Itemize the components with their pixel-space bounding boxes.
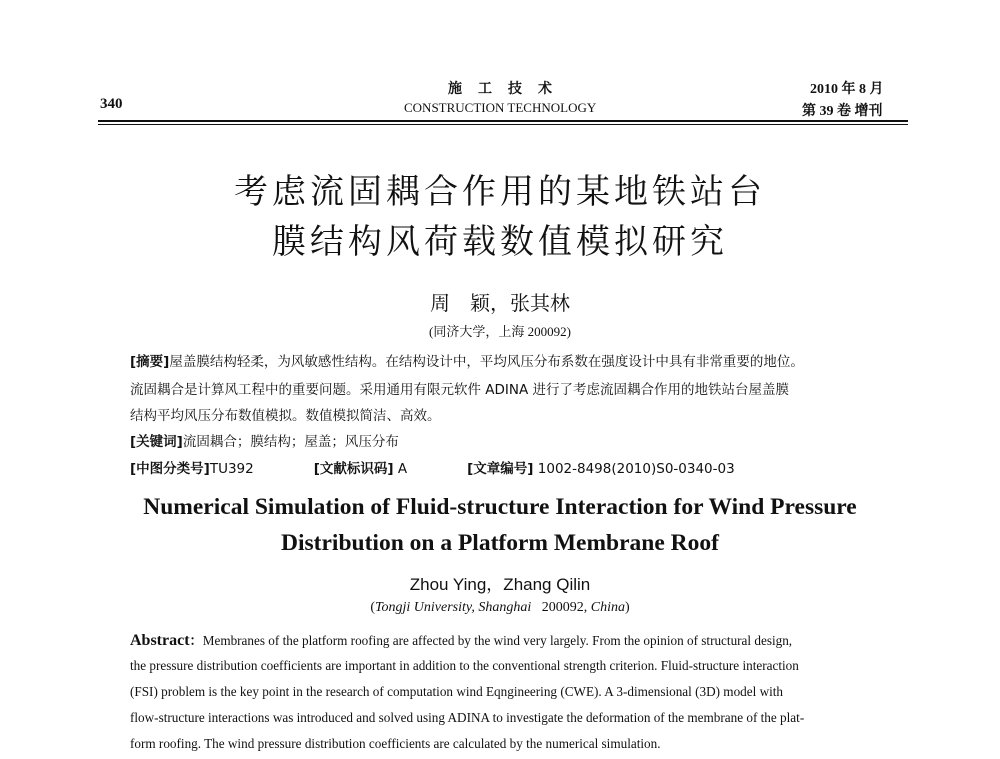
affiliation-en — [0, 600, 1000, 616]
affiliation-cn: (同济大学，上海 200092) — [429, 324, 571, 339]
title-cn-line-1: 考虑流固耦合作用的某地铁站台 — [234, 172, 766, 212]
abstract-cn-line-3: 结构平均风压分布数值模拟。数值模拟简洁、高效。 — [130, 408, 441, 424]
abstract-en-line-5: form roofing. The wind pressure distribution coefficients are calculated by the numerical simulation. — [130, 736, 661, 751]
affiliation-en-institution: Tongji University, Shanghai — [375, 600, 532, 615]
keywords-cn-text: 流固耦合；膜结构；屋盖；风压分布 — [182, 434, 399, 450]
authors-en: Zhou Ying，Zhang Qilin — [409, 575, 591, 594]
title-cn-line-2: 膜结构风荷载数值模拟研究 — [272, 222, 728, 262]
issue-date: 2010 年 8 月 — [810, 82, 884, 97]
abstract-en-colon: ： — [189, 633, 203, 648]
title-en-line-2: Distribution on a Platform Membrane Roof — [281, 530, 719, 556]
classification-line — [130, 457, 735, 477]
affiliation-en-close: ) — [624, 600, 630, 615]
doc-code-label: [文献标识码] — [313, 461, 394, 477]
abstract-cn-text-1: 屋盖膜结构轻柔，为风敏感性结构。在结构设计中，平均风压分布系数在强度设计中具有非常重要的地位。 — [169, 354, 804, 370]
header-rule-thick — [98, 120, 908, 122]
header-rule-thin — [98, 124, 908, 125]
authors-cn: 周 颖，张其林 — [430, 291, 570, 315]
abstract-en-text-1: Membranes of the platform roofing are affected by the wind very largely. From the opinion of structural design, — [202, 633, 793, 648]
abstract-en-label: Abstract — [130, 632, 190, 649]
page-number: 340 — [100, 96, 123, 112]
doc-code-value: A — [397, 461, 408, 477]
abstract-en-line-4: flow-structure interactions was introduced and solved using ADINA to investigate the deformation of the membrane of the plat- — [130, 710, 805, 725]
clc-label: [中图分类号] — [130, 461, 210, 477]
affiliation-en-open: ( — [370, 600, 376, 615]
abstract-cn-line-2: 流固耦合是计算风工程中的重要问题。采用通用有限元软件 ADINA 进行了考虑流固耦合作用的地铁站台屋盖膜 — [130, 382, 790, 398]
abstract-cn-line-1 — [130, 350, 804, 370]
keywords-cn-label: [关键词] — [130, 434, 183, 450]
abstract-cn-label: [摘要] — [130, 354, 170, 370]
abstract-en-line-2: the pressure distribution coefficients are important in addition to the conventional strength criterion. Fluid-structure interaction — [130, 658, 799, 673]
issue-volume: 第 39 卷 增刊 — [802, 104, 883, 119]
abstract-en-line-1 — [130, 630, 792, 650]
affiliation-en-postcode: 200092, — [541, 600, 588, 615]
keywords-cn — [130, 430, 399, 450]
affiliation-en-country: China — [590, 600, 625, 615]
journal-title-cn: 施工技术 — [448, 82, 568, 97]
article-number-label: [文章编号] — [467, 461, 534, 477]
abstract-en-line-3: (FSI) problem is the key point in the research of computation wind Eqngineering (CWE). A 3-dimensional (3D) model with — [130, 684, 784, 699]
clc-value: TU392 — [209, 461, 254, 477]
title-en-line-1: Numerical Simulation of Fluid-structure Interaction for Wind Pressure — [143, 494, 857, 520]
article-number-value: 1002-8498(2010)S0-0340-03 — [537, 461, 735, 477]
journal-title-en: CONSTRUCTION TECHNOLOGY — [404, 100, 597, 115]
